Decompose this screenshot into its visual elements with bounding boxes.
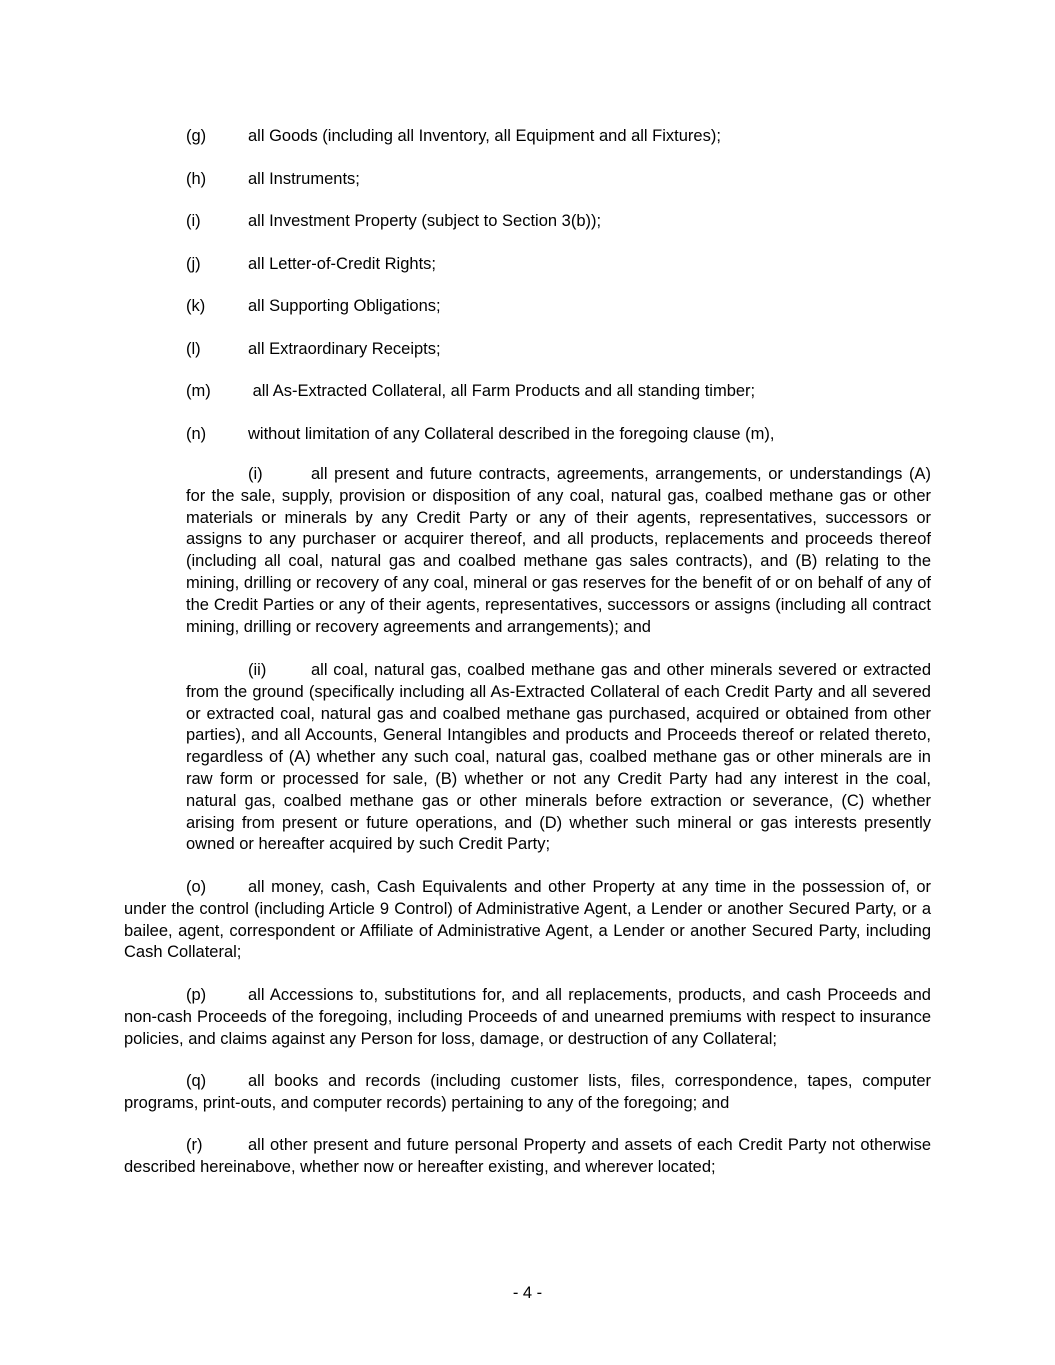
- clause-text: all Supporting Obligations;: [248, 297, 441, 315]
- clause-text: all As-Extracted Collateral, all Farm Products and all standing timber;: [248, 382, 756, 400]
- subclause-text: all present and future contracts, agreements, arrangements, or understandings (A) for the sale, supply, provision or disposition of any coal, natural gas, coalbed methane gas or other materials or minerals by any Credit Party or any of their agents, representatives, successors or assigns to any purchaser or acquirer thereof, and all products, replacements and proceeds thereof (including all coal, natural gas and coalbed methane gas sales contracts), and (B) relating to the mining, drilling or recovery of any coal, mineral or gas reserves for the benefit of or on behalf of any of the Credit Parties or any of their agents, representatives, successors or assigns (including all contract mining, drilling or recovery agreements and arrangements); and: [186, 465, 931, 636]
- clause-label: (g): [186, 127, 207, 145]
- subclause-label: (i): [248, 465, 263, 483]
- clause-label: (i): [186, 212, 201, 230]
- clause-p: [124, 985, 931, 1050]
- clause-label: (k): [186, 297, 206, 315]
- subclause-text: all coal, natural gas, coalbed methane gas and other minerals severed or extracted from the ground (specifically including all As-Extracted Collateral of each Credit Party and all severed or extracted coal, natural gas and coalbed methane gas purchased, acquired or obtained from other parties), and all Accounts, General Intangibles and products and Proceeds thereof or related thereto, regardless of (A) whether any such coal, natural gas, coalbed methane gas or other minerals are in raw form or processed for sale, (B) whether or not any Credit Party had any interest in the coal, natural gas, coalbed methane gas or other minerals before extraction or severance, (C) whether arising from present or future operations, and (D) whether such mineral or gas interests presently owned or hereafter acquired by such Credit Party;: [186, 661, 931, 854]
- clause-r: [124, 1135, 931, 1179]
- clause-label: (j): [186, 255, 201, 273]
- subclause-label: (ii): [248, 661, 267, 679]
- clause-label: (m): [186, 382, 211, 400]
- clause-text: without limitation of any Collateral described in the foregoing clause (m),: [248, 425, 775, 443]
- page-number: - 4 -: [512, 1284, 543, 1302]
- clause-label: (q): [186, 1072, 207, 1090]
- clause-label: (n): [186, 425, 207, 443]
- clause-label: (p): [186, 986, 207, 1004]
- clause-q: [124, 1071, 931, 1115]
- clause-text: all Instruments;: [248, 170, 360, 188]
- clause-text: all Investment Property (subject to Section 3(b));: [248, 212, 602, 230]
- clause-text: all books and records (including customer lists, files, correspondence, tapes, computer programs, print-outs, and computer records) pertaining to any of the foregoing; and: [124, 1072, 931, 1112]
- clause-text: all Extraordinary Receipts;: [248, 340, 441, 358]
- clause-text: all money, cash, Cash Equivalents and other Property at any time in the possession of, or under the control (including Article 9 Control) of Administrative Agent, a Lender or another Secured Party, or a bailee, agent, correspondent or Affiliate of Administrative Agent, a Lender or another Secured Party, including Cash Collateral;: [124, 878, 931, 962]
- clause-text: all Goods (including all Inventory, all Equipment and all Fixtures);: [248, 127, 721, 145]
- subclause-i: [186, 464, 931, 638]
- clause-text: all Accessions to, substitutions for, and all replacements, products, and cash Proceeds and non-cash Proceeds of the foregoing, including Proceeds of and unearned premiums with respect to insurance policies, and claims against any Person for loss, damage, or destruction of any Collateral;: [124, 986, 931, 1048]
- clause-o: [124, 877, 931, 964]
- clause-label: (l): [186, 340, 201, 358]
- clause-label: (r): [186, 1136, 203, 1154]
- clause-text: all other present and future personal Property and assets of each Credit Party not otherwise described hereinabove, whether now or hereafter existing, and wherever located;: [124, 1136, 931, 1176]
- clause-label: (h): [186, 170, 207, 188]
- subclause-ii: [186, 660, 931, 856]
- clause-text: all Letter-of-Credit Rights;: [248, 255, 436, 273]
- clause-label: (o): [186, 878, 207, 896]
